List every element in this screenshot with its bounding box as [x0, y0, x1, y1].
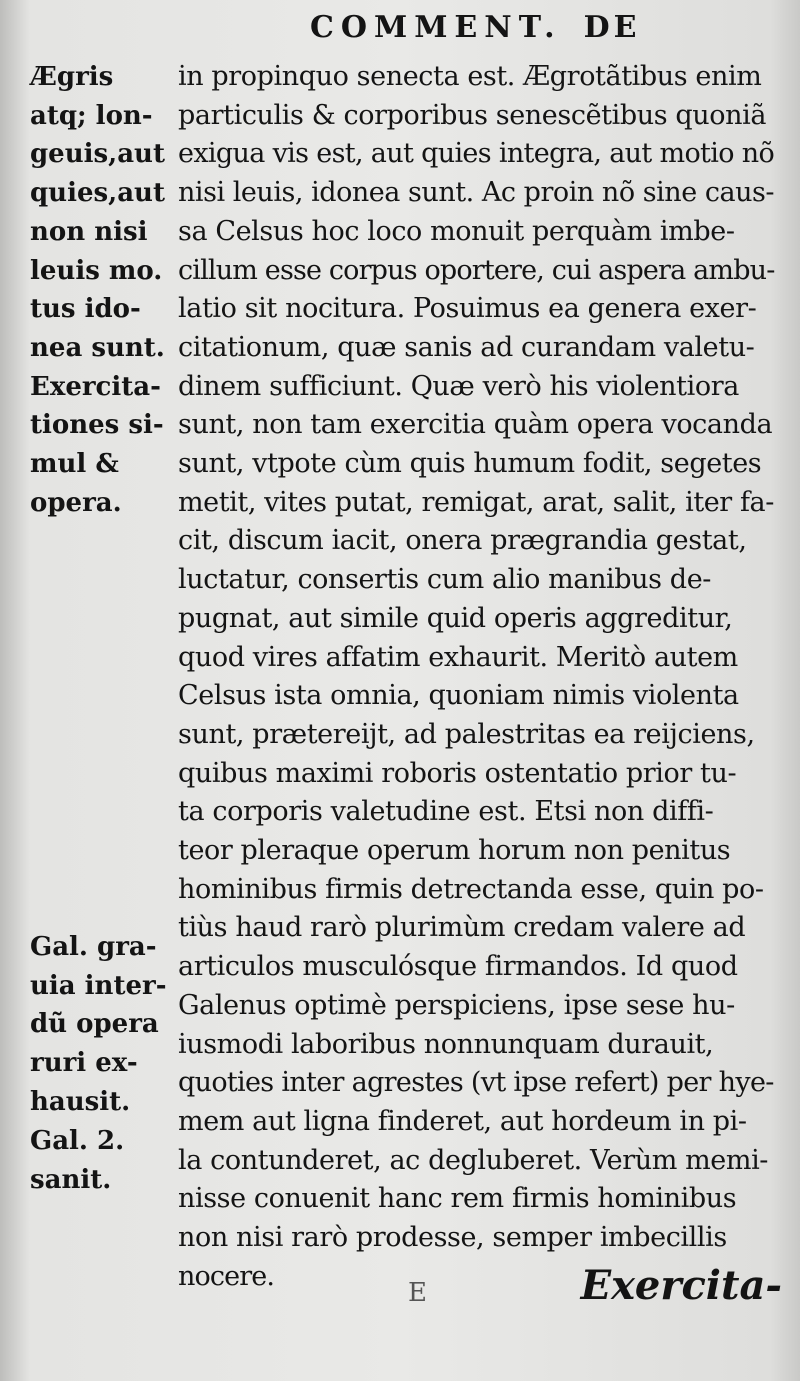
text-line: sunt, non tam exercitia quàm opera vocanda — [178, 409, 773, 441]
text-line: quod vires affatim exhaurit. Meritò autem — [178, 641, 738, 673]
text-line: mem aut ligna finderet, aut hordeum in pi- — [178, 1105, 747, 1137]
marginal-line: geuis,aut — [30, 139, 165, 170]
text-line: exigua vis est, aut quies integra, aut motio nõ — [178, 138, 775, 170]
text-line: citationum, quæ sanis ad curandam valetu- — [178, 331, 755, 363]
marginal-line: nea sunt. — [30, 332, 165, 363]
text-line: in propinquo senecta est. Ægrotãtibus enim — [178, 61, 762, 92]
marginal-note-galenus — [30, 928, 180, 1122]
text-line: particulis & corporibus senescẽtibus quoniã — [178, 99, 767, 131]
marginal-line: dũ opera — [30, 1009, 159, 1040]
text-line: teor pleraque operum horum non penitus — [178, 835, 731, 867]
catchword: Exercita- — [580, 1262, 782, 1309]
marginal-line: uia inter- — [30, 970, 167, 1001]
text-line: iusmodi laboribus nonnunquam durauit, — [178, 1028, 714, 1060]
marginal-line: ruri ex- — [30, 1048, 138, 1079]
text-line: sunt, prætereijt, ad palestritas ea reijciens, — [178, 718, 755, 750]
text-line: sa Celsus hoc loco monuit perquàm imbe- — [178, 215, 735, 247]
text-line: Galenus optimè perspiciens, ipse sese hu- — [178, 989, 735, 1021]
text-line: Celsus ista omnia, quoniam nimis violenta — [178, 680, 739, 712]
marginal-line: atq; lon- — [30, 100, 153, 131]
text-line: sunt, vtpote cùm quis humum fodit, segetes — [178, 448, 762, 480]
marginal-line: Gal. 2. — [30, 1126, 125, 1156]
text-line: non nisi rarò prodesse, semper imbecillis — [178, 1222, 727, 1254]
marginal-note-aegris — [30, 58, 180, 368]
text-line: cit, discum iacit, onera prægrandia gestat, — [178, 525, 747, 557]
text-line: nisse conuenit hanc rem firmis hominibus — [178, 1183, 737, 1215]
text-line: dinem sufficiunt. Quæ verò his violentiora — [178, 370, 739, 402]
body-text — [178, 58, 778, 1297]
marginal-line: leuis mo. — [30, 255, 163, 286]
text-line: metit, vites putat, remigat, arat, salit, iter fa- — [178, 486, 774, 518]
text-line: tiùs haud rarò plurimùm credam valere ad — [178, 912, 746, 944]
text-line: quibus maximi roboris ostentatio prior tu- — [178, 757, 737, 789]
marginal-line: sanit. — [30, 1164, 112, 1195]
text-line: cillum esse corpus oportere, cui aspera ambu- — [178, 254, 775, 286]
marginal-note-exercitationes — [30, 368, 180, 523]
signature-mark: E — [408, 1278, 427, 1308]
text-line: luctatur, consertis cum alio manibus de- — [178, 564, 711, 596]
text-line: nocere. — [178, 1260, 275, 1292]
marginal-line: Ægris — [30, 62, 114, 92]
marginal-line: mul & — [30, 449, 119, 479]
running-header-title: COMMENT. — [310, 10, 562, 45]
marginal-line: hausit. — [30, 1086, 131, 1117]
running-header — [310, 10, 641, 45]
text-line: pugnat, aut simile quid operis aggreditur, — [178, 602, 733, 634]
text-line: la contunderet, ac degluberet. Verùm memi- — [178, 1144, 769, 1176]
marginal-line: tus ido- — [30, 294, 141, 325]
text-line: ta corporis valetudine est. Etsi non diffi- — [178, 796, 714, 828]
text-line: articulos musculósque firmandos. Id quod — [178, 951, 738, 983]
marginal-note-citation — [30, 1122, 180, 1199]
text-line: nisi leuis, idonea sunt. Ac proin nõ sine caus- — [178, 177, 775, 209]
marginal-line: Exercita- — [30, 371, 161, 402]
text-line: quoties inter agrestes (vt ipse refert) per hye- — [178, 1067, 774, 1099]
running-header-tail: DE — [583, 10, 641, 45]
marginal-line: Gal. gra- — [30, 932, 157, 962]
text-line: latio sit nocitura. Posuimus ea genera exer- — [178, 293, 757, 325]
text-line: hominibus firmis detrectanda esse, quin po- — [178, 873, 764, 905]
marginal-line: non nisi — [30, 216, 148, 247]
marginal-line: quies,aut — [30, 178, 165, 209]
marginal-line: opera. — [30, 487, 122, 518]
marginal-line: tiones si- — [30, 410, 164, 441]
